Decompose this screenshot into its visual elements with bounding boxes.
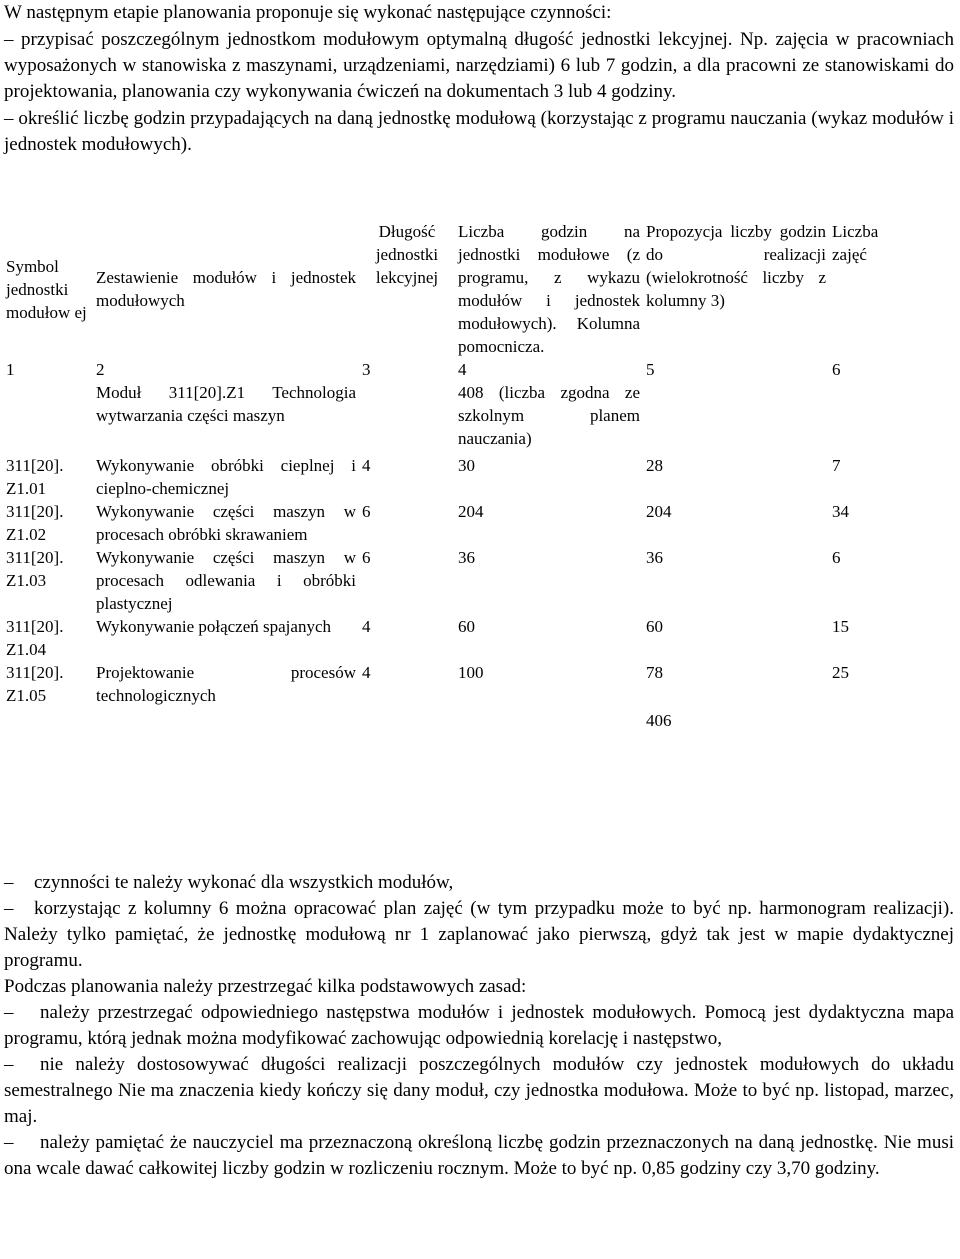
table-row [4, 546, 954, 615]
row-proposal: 36 [646, 548, 663, 567]
row-symbol: 311[20]. Z1.02 [6, 502, 64, 544]
rule-1 [4, 1000, 954, 1052]
dash-bullet: – [4, 872, 14, 893]
row-length: 4 [362, 617, 371, 636]
intro-item-1: – przypisać poszczególnym jednostkom modułowym optymalną długość jednostki lekcyjnej. Np. zajęcia w pracowniach wyposażonych w stanowiska z maszynami, urządzeniami, narzędziami) 6 lub 7 godzin, a dla pracowni ze stanowiskami do projektowania, planowania czy wykonywania ćwiczeń na dokumentach 3 lub 4 godziny. [4, 29, 954, 102]
row-symbol: 311[20]. Z1.05 [6, 663, 64, 705]
row-lessons: 25 [832, 663, 849, 682]
rule-3-text: należy pamiętać że nauczyciel ma przeznaczoną określoną liczbę godzin przeznaczonych na daną jednostkę. Nie musi ona wcale dawać całkowitej liczby godzin w rozliczeniu rocznym. Może to być np. 0,85 godziny czy 3,70 godziny. [4, 1132, 954, 1179]
header-dlugosc: Długość jednostki lekcyjnej [375, 222, 439, 287]
column-number-row [4, 358, 954, 381]
header-symbol: Symbol jednostki modułow ej [6, 256, 87, 322]
row-symbol: 311[20]. Z1.04 [6, 617, 64, 659]
module-row [4, 381, 954, 454]
row-length: 4 [362, 663, 371, 682]
rule-2 [4, 1052, 954, 1130]
header-liczba-godzin: Liczba godzin na jednostki modułowe (z programu, z wykazu modułów i jednostek modułowych). Kolumna pomocnicza. [458, 222, 640, 356]
row-lessons: 15 [832, 617, 849, 636]
after-item-2-text: korzystając z kolumny 6 można opracować plan zajęć (w tym przypadku może to być np. harmonogram realizacji). Należy tylko pamiętać, że jednostkę modułową nr 1 zaplanować jako pierwszą, gdyż tak jest w mapie dydaktycznej programu. [4, 898, 954, 971]
row-hours: 100 [458, 663, 484, 682]
intro-lead: W następnym etapie planowania proponuje się wykonać następujące czynności: [4, 2, 612, 23]
row-lessons: 34 [832, 502, 849, 521]
header-liczba-zajec: Liczba zajęć [832, 222, 879, 264]
header-zestawienie: Zestawienie modułów i jednostek modułowych [96, 268, 356, 310]
closing-section [4, 870, 954, 1182]
after-item-1 [4, 870, 954, 896]
table-row [4, 454, 954, 500]
row-hours: 60 [458, 617, 475, 636]
row-length: 4 [362, 456, 371, 475]
rule-1-text: należy przestrzegać odpowiedniego następstwa modułów i jednostek modułowych. Pomocą jest dydaktyczna mapa programu, którą jednak można modyfikować zachowując odpowiednią korelację i następstwo, [4, 1002, 954, 1049]
header-propozycja: Propozycja liczby godzin do realizacji (wielokrotność liczby z kolumny 3) [646, 222, 826, 310]
module-hours: 408 (liczba zgodna ze szkolnym planem nauczania) [458, 383, 640, 448]
planning-table [4, 220, 954, 732]
col-number-3: 3 [362, 360, 371, 379]
col-number-1: 1 [6, 360, 15, 379]
table-row [4, 661, 954, 707]
row-name: Wykonywanie połączeń spajanych [96, 617, 331, 636]
col-number-2: 2 [96, 360, 105, 379]
row-hours: 204 [458, 502, 484, 521]
row-hours: 30 [458, 456, 475, 475]
row-name: Wykonywanie obróbki cieplnej i cieplno-chemicznej [96, 456, 356, 498]
row-lessons: 7 [832, 456, 841, 475]
row-hours: 36 [458, 548, 475, 567]
row-proposal: 28 [646, 456, 663, 475]
row-proposal: 204 [646, 502, 672, 521]
row-proposal: 78 [646, 663, 663, 682]
intro-item-2: – określić liczbę godzin przypadających na daną jednostkę modułową (korzystając z programu nauczania (wykaz modułów i jednostek modułowych). [4, 108, 954, 155]
module-name: Moduł 311[20].Z1 Technologia wytwarzania części maszyn [96, 383, 356, 425]
after-item-2 [4, 896, 954, 974]
dash-bullet: – [4, 1132, 14, 1153]
row-name: Wykonywanie części maszyn w procesach obróbki skrawaniem [96, 502, 356, 544]
col-number-6: 6 [832, 360, 841, 379]
rule-2-text: nie należy dostosowywać długości realizacji poszczególnych modułów czy jednostek modułowych do układu semestralnego Nie ma znaczenia kiedy kończy się dany moduł, czy jednostka modułowa. Może to być np. listopad, marzec, maj. [4, 1054, 954, 1127]
table-row [4, 615, 954, 661]
row-symbol: 311[20]. Z1.03 [6, 548, 64, 590]
row-name: Projektowanie procesów technologicznych [96, 663, 356, 705]
dash-bullet: – [4, 898, 14, 919]
row-proposal: 60 [646, 617, 663, 636]
dash-bullet: – [4, 1002, 14, 1023]
rules-lead: Podczas planowania należy przestrzegać kilka podstawowych zasad: [4, 976, 527, 997]
row-length: 6 [362, 548, 371, 567]
row-lessons: 6 [832, 548, 841, 567]
row-symbol: 311[20]. Z1.01 [6, 456, 64, 498]
total-row [4, 707, 954, 732]
table-row [4, 500, 954, 546]
row-name: Wykonywanie części maszyn w procesach odlewania i obróbki plastycznej [96, 548, 356, 613]
col-number-4: 4 [458, 360, 467, 379]
col-number-5: 5 [646, 360, 655, 379]
row-length: 6 [362, 502, 371, 521]
document-page [4, 0, 954, 158]
rule-3 [4, 1130, 954, 1182]
after-item-1-text: czynności te należy wykonać dla wszystkich modułów, [34, 872, 454, 893]
total-proposal: 406 [646, 711, 672, 730]
header-row [4, 220, 954, 358]
dash-bullet: – [4, 1054, 14, 1075]
